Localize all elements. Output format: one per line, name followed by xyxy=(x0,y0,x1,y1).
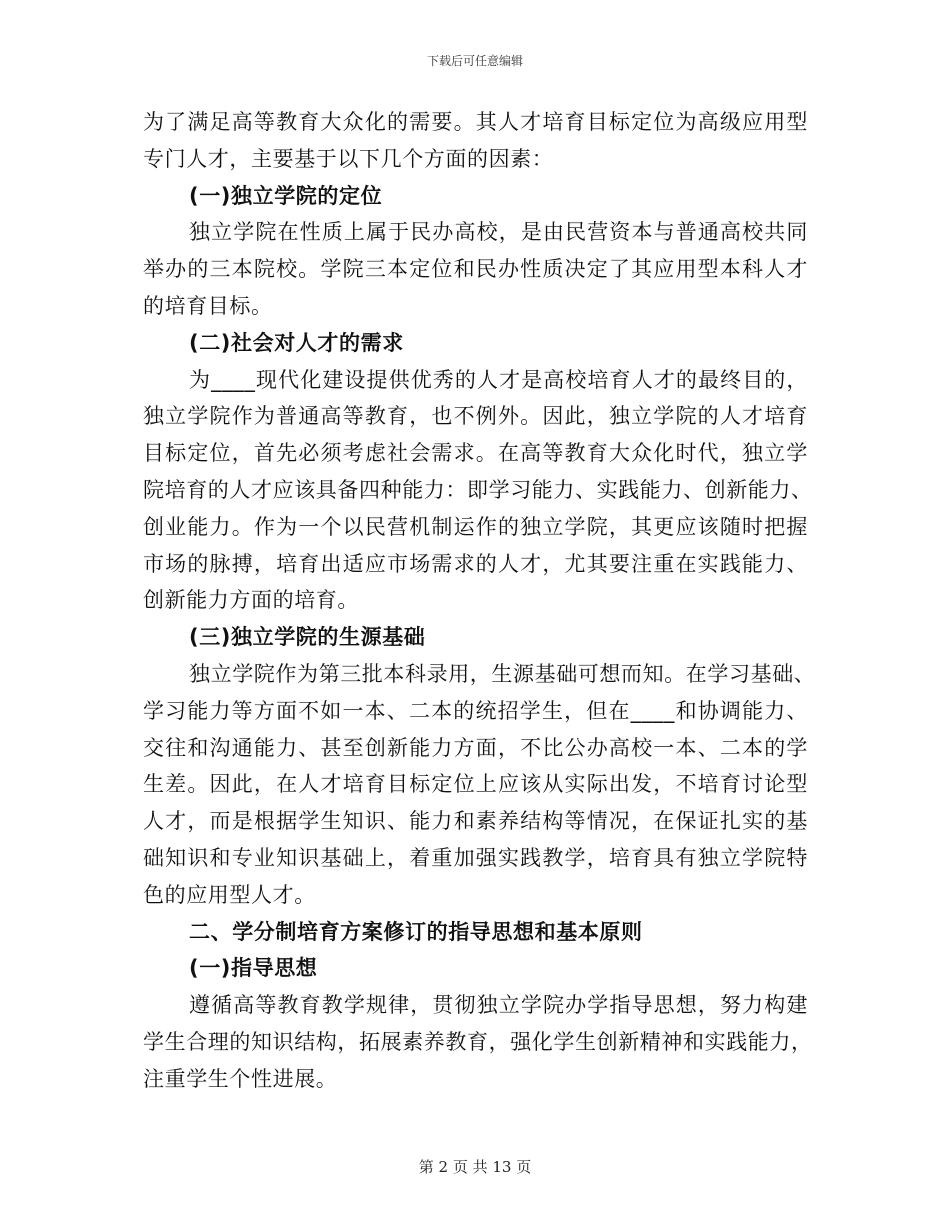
paragraph-line: 础知识和专业知识基础上，着重加强实践教学，培育具有独立学院特 xyxy=(143,845,808,870)
page-header: 下载后可任意编辑 xyxy=(426,54,523,68)
paragraph-line: 目标定位，首先必须考虑社会需求。在高等教育大众化时代，独立学 xyxy=(143,441,808,466)
section-heading: (三)独立学院的生源基础 xyxy=(189,625,426,650)
paragraph-line: 独立学院作为第三批本科录用，生源基础可想而知。在学习基础、 xyxy=(189,661,816,686)
section-heading: 二、学分制培育方案修订的指导思想和基本原则 xyxy=(189,919,643,944)
section-heading: (二)社会对人才的需求 xyxy=(189,330,404,355)
paragraph-line: 举办的三本院校。学院三本定位和民办性质决定了其应用型本科人才 xyxy=(143,257,808,282)
paragraph-line: 为____现代化建设提供优秀的人才是高校培育人才的最终目的， xyxy=(189,367,808,392)
paragraph-line: 生差。因此，在人才培育目标定位上应该从实际出发，不培育讨论型 xyxy=(143,772,808,797)
paragraph-line: 人才，而是根据学生知识、能力和素养结构等情况，在保证扎实的基 xyxy=(143,809,808,834)
document-body xyxy=(143,104,816,1098)
section-heading: (一)指导思想 xyxy=(189,956,318,981)
paragraph-line: 色的应用型人才。 xyxy=(143,882,316,907)
paragraph-line: 学习能力等方面不如一本、二本的统招学生，但在____和协调能力、 xyxy=(143,698,808,723)
paragraph-line: 注重学生个性进展。 xyxy=(143,1066,338,1091)
paragraph-line: 独立学院在性质上属于民办高校，是由民营资本与普通高校共同 xyxy=(189,220,808,245)
paragraph-line: 院培育的人才应该具备四种能力：即学习能力、实践能力、创新能力、 xyxy=(143,477,813,502)
page-number: 第 2 页 共 13 页 xyxy=(418,1158,532,1176)
section-heading: (一)独立学院的定位 xyxy=(189,183,383,208)
paragraph-line: 为了满足高等教育大众化的需要。其人才培育目标定位为高级应用型 xyxy=(143,110,808,134)
paragraph-line: 专门人才，主要基于以下几个方面的因素： xyxy=(143,146,554,171)
paragraph-line: 创新能力方面的培育。 xyxy=(143,588,359,613)
paragraph-line: 独立学院作为普通高等教育，也不例外。因此，独立学院的人才培育 xyxy=(143,404,808,429)
paragraph-line: 创业能力。作为一个以民营机制运作的独立学院，其更应该随时把握 xyxy=(143,514,808,539)
paragraph-line: 的培育目标。 xyxy=(143,293,273,318)
paragraph-line: 交往和沟通能力、甚至创新能力方面，不比公办高校一本、二本的学 xyxy=(143,735,808,760)
paragraph-line: 遵循高等教育教学规律，贯彻独立学院办学指导思想，努力构建 xyxy=(189,993,808,1018)
paragraph-line: 学生合理的知识结构，拓展素养教育，强化学生创新精神和实践能力， xyxy=(143,1029,813,1054)
paragraph-line: 市场的脉搏，培育出适应市场需求的人才，尤其要注重在实践能力、 xyxy=(143,551,808,576)
